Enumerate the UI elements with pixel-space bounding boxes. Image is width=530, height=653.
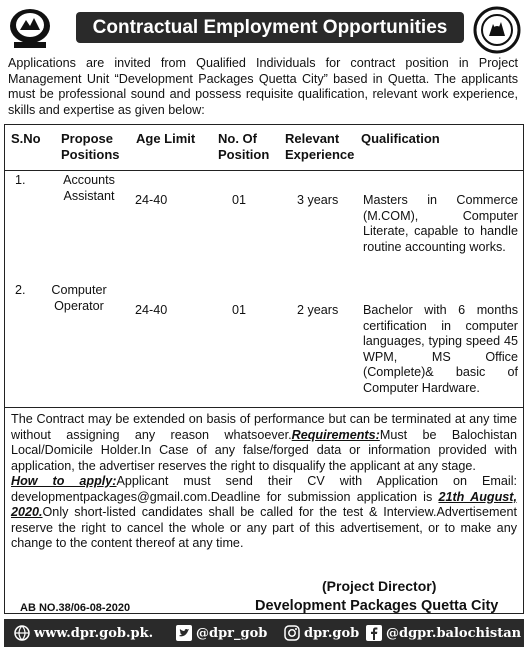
footer-facebook[interactable]: [366, 625, 521, 641]
facebook-icon: [366, 625, 382, 641]
twitter-icon: [176, 625, 192, 641]
balochistan-logo-icon: [8, 6, 52, 50]
ad-reference-number: AB NO.38/06-08-2020: [20, 602, 131, 614]
twitter-text: @dpr_gob: [196, 625, 268, 641]
row1-position: Accounts Assistant: [63, 173, 115, 203]
instagram-icon: [284, 625, 300, 641]
footer-twitter[interactable]: [176, 625, 267, 641]
header-qualification: Qualification: [361, 131, 440, 146]
row1-sno: 1.: [15, 173, 26, 187]
terms-text: The Contract may be extended on basis of performance but can be terminated at any time without assigning any reason whatsoever.: [11, 412, 517, 442]
contact-footer: [4, 619, 524, 647]
signatory-organization: Development Packages Quetta City: [255, 598, 499, 614]
how-to-apply-text: Applicant must send their CV with Application on Email: developmentpackages@gmail.com.Deadline for submission application is: [11, 474, 518, 504]
requirements-text: Must be Balochistan Local/Domicile Holder.In Case of any false/forged data or information provided with application, the advertiser reserves the right to disqualify the applicant at any stage.: [11, 427, 517, 473]
positions-table: [4, 124, 524, 408]
globe-icon: [14, 625, 30, 641]
deadline-date: 21th August, 2020.: [11, 489, 517, 519]
row2-sno: 2.: [15, 283, 26, 297]
row1-experience: 3 years: [297, 193, 339, 207]
shortlist-text: Only short-listed candidates shall be called for the test & Interview.Advertisement reserve the right to cancel the whole or any part of this advertisement, or to make any change to the content thereof at any time.: [11, 505, 517, 550]
terms-section: [4, 408, 524, 614]
facebook-text: @dgpr.balochistan: [386, 625, 522, 641]
row1-age: 24-40: [135, 193, 168, 207]
row2-no: 01: [232, 303, 247, 317]
header-position: Propose Positions: [61, 131, 120, 162]
government-seal-icon: [473, 6, 521, 54]
how-to-apply-label: How to apply:: [11, 474, 117, 488]
header-experience: Relevant Experience: [285, 131, 355, 162]
header-no: No. Of Position: [218, 131, 270, 162]
intro-paragraph: Applications are invited from Qualified Individuals for contract position in Project Management Unit “Development Packages Quetta City” based in Quetta. The applicants must be professional sound and possess requisite qualification, relevant work experience, skills and expertise as given below:: [8, 56, 518, 117]
row2-experience: 2 years: [297, 303, 339, 317]
row2-qualification: Bachelor with 6 months certification in computer languages, typing speed 45 WPM, MS Office (Complete)& basic of Computer Hardware.: [363, 303, 518, 395]
footer-website[interactable]: [14, 625, 153, 641]
instagram-text: dpr.gob: [304, 625, 360, 641]
requirements-label: Requirements:: [291, 427, 380, 442]
signatory-designation: (Project Director): [322, 578, 437, 594]
row1-qualification: Masters in Commerce (M.COM), Computer Literate, capable to handle routine accounting works.: [363, 193, 518, 254]
table-header: [5, 125, 523, 171]
website-text: www.dpr.gob.pk.: [34, 625, 154, 641]
page-title: Contractual Employment Opportunities: [76, 12, 464, 43]
header-sno: S.No: [11, 131, 41, 146]
footer-instagram[interactable]: [284, 625, 359, 641]
row2-position: Computer Operator: [51, 283, 107, 313]
header-age: Age Limit: [136, 131, 196, 146]
row1-no: 01: [232, 193, 247, 207]
row2-age: 24-40: [135, 303, 168, 317]
